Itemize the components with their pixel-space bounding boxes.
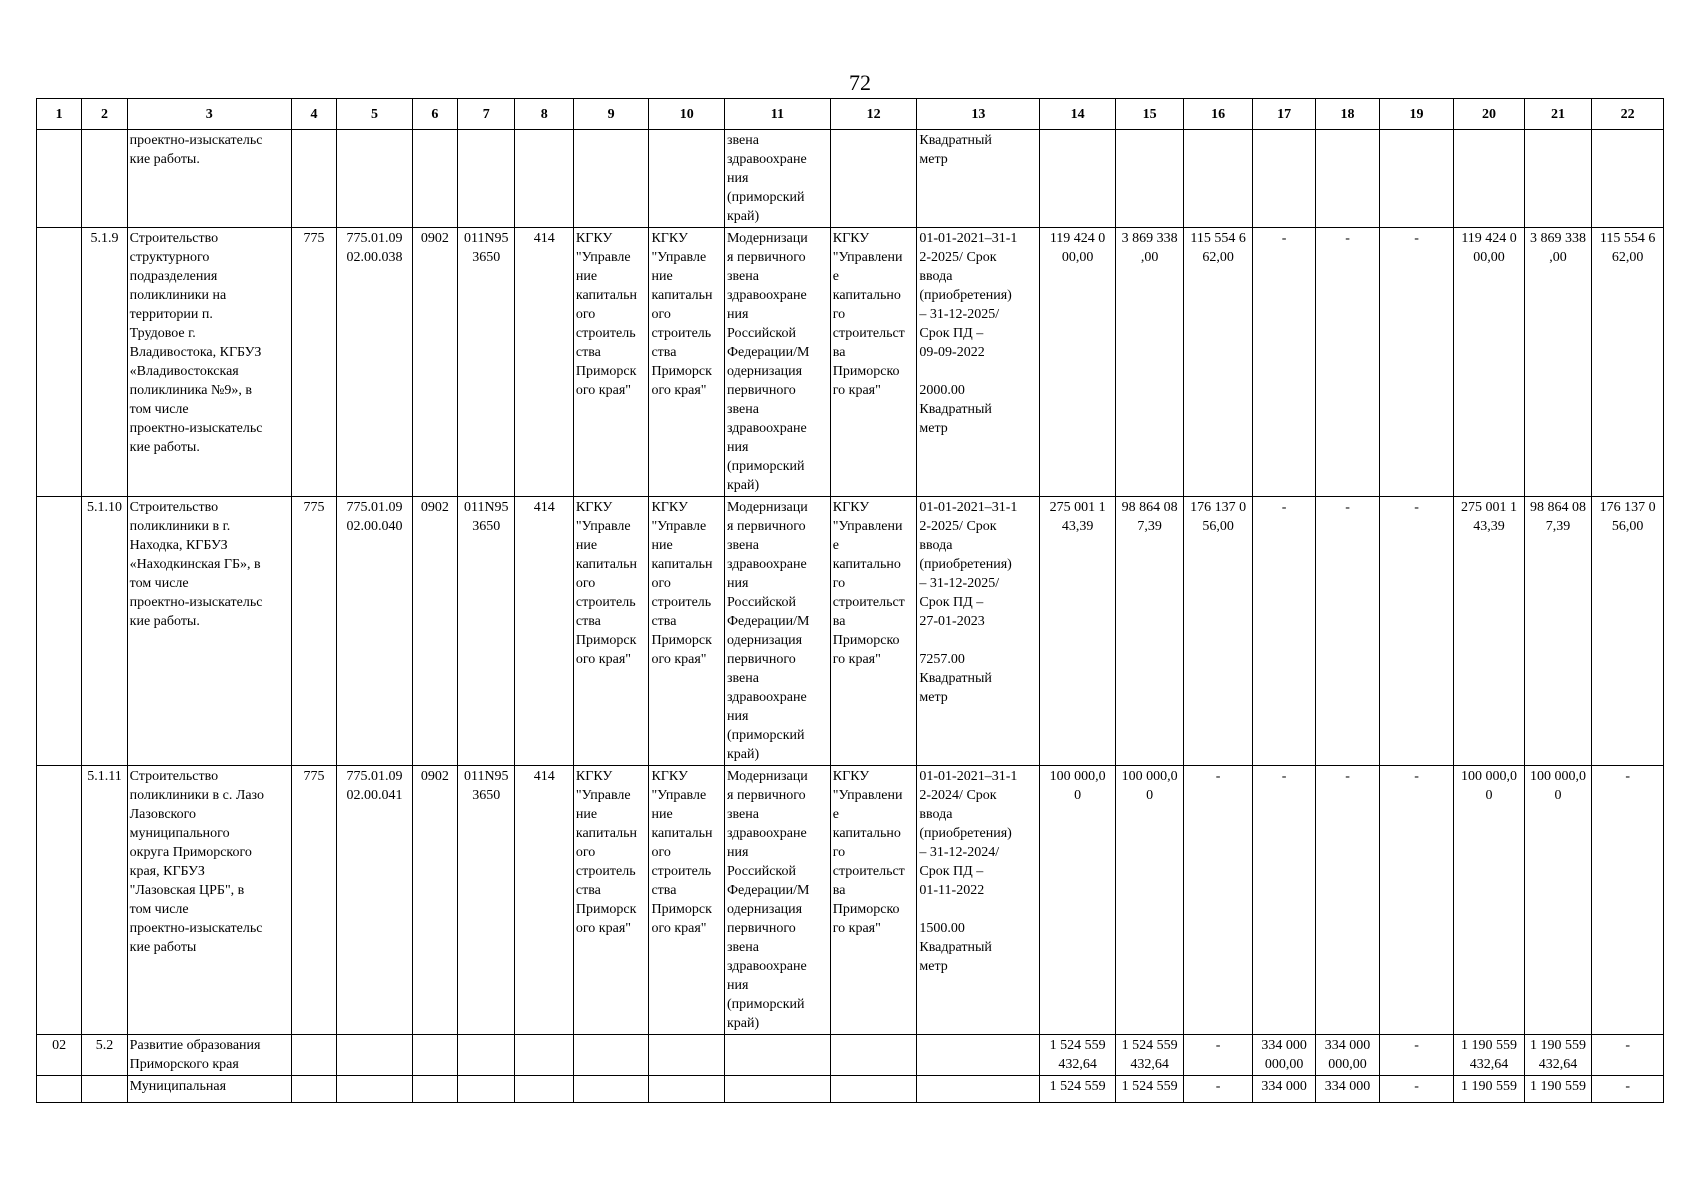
cell-c11: [725, 1035, 831, 1076]
cell-c3: Строительство поликлиники в с. Лазо Лазовского муниципального округа Приморского края, КГБУЗ "Лазовская ЦРБ", в том числе проектно-изыскательс кие работы: [127, 766, 291, 1035]
cell-c16: -: [1184, 1035, 1253, 1076]
cell-c1: [37, 130, 82, 228]
col-header-17: 17: [1252, 99, 1315, 130]
cell-c17: -: [1252, 766, 1315, 1035]
cell-c8: [515, 130, 573, 228]
cell-c20: 100 000,0 0: [1454, 766, 1525, 1035]
cell-c9: КГКУ "Управле ние капитальн ого строитель ства Приморск ого края": [573, 766, 649, 1035]
cell-c20: 1 190 559: [1454, 1076, 1525, 1103]
table-row: [37, 130, 1664, 228]
cell-c22: 115 554 6 62,00: [1592, 228, 1664, 497]
cell-c17: -: [1252, 497, 1315, 766]
cell-c5: [337, 130, 413, 228]
cell-c2: 5.2: [82, 1035, 127, 1076]
cell-c18: [1316, 130, 1379, 228]
cell-c18: -: [1316, 497, 1379, 766]
cell-c9: КГКУ "Управле ние капитальн ого строитель ства Приморск ого края": [573, 228, 649, 497]
cell-c3: Развитие образования Приморского края: [127, 1035, 291, 1076]
cell-c6: 0902: [412, 766, 457, 1035]
cell-c11: [725, 1076, 831, 1103]
cell-c9: КГКУ "Управле ние капитальн ого строитель ства Приморск ого края": [573, 497, 649, 766]
col-header-16: 16: [1184, 99, 1253, 130]
cell-c6: [412, 130, 457, 228]
col-header-21: 21: [1524, 99, 1591, 130]
cell-c10: [649, 1076, 725, 1103]
cell-c21: 1 190 559: [1524, 1076, 1591, 1103]
cell-c20: 275 001 1 43,39: [1454, 497, 1525, 766]
cell-c21: 98 864 08 7,39: [1524, 497, 1591, 766]
cell-c2: 5.1.11: [82, 766, 127, 1035]
cell-c6: 0902: [412, 497, 457, 766]
cell-c9: [573, 1076, 649, 1103]
cell-c5: 775.01.09 02.00.041: [337, 766, 413, 1035]
cell-c4: 775: [291, 228, 336, 497]
table-row: [37, 1035, 1664, 1076]
cell-c15: 1 524 559 432,64: [1115, 1035, 1184, 1076]
cell-c7: [458, 130, 515, 228]
cell-c2: [82, 130, 127, 228]
cell-c14: 275 001 1 43,39: [1040, 497, 1116, 766]
cell-c10: КГКУ "Управле ние капитальн ого строитель ства Приморск ого края": [649, 766, 725, 1035]
cell-c20: [1454, 130, 1525, 228]
cell-c8: [515, 1076, 573, 1103]
cell-c17: 334 000: [1252, 1076, 1315, 1103]
cell-c6: [412, 1035, 457, 1076]
cell-c8: [515, 1035, 573, 1076]
cell-c22: [1592, 130, 1664, 228]
cell-c21: 3 869 338 ,00: [1524, 228, 1591, 497]
cell-c3: Строительство структурного подразделения поликлиники на территории п. Трудовое г. Владивостока, КГБУЗ «Владивостокская поликлиника №9», в том числе проектно-изыскательс кие работы.: [127, 228, 291, 497]
cell-c11: Модернизаци я первичного звена здравоохране ния Российской Федерации/М одернизация первичного звена здравоохране ния (приморский край): [725, 228, 831, 497]
col-header-9: 9: [573, 99, 649, 130]
cell-c13: 01-01-2021–31-1 2-2025/ Срок ввода (приобретения) – 31-12-2025/ Срок ПД – 09-09-2022 2000.00 Квадратный метр: [917, 228, 1040, 497]
table-row: [37, 497, 1664, 766]
cell-c12: [830, 1035, 917, 1076]
cell-c3: Муниципальная: [127, 1076, 291, 1103]
cell-c11: Модернизаци я первичного звена здравоохране ния Российской Федерации/М одернизация первичного звена здравоохране ния (приморский край): [725, 497, 831, 766]
cell-c20: 1 190 559 432,64: [1454, 1035, 1525, 1076]
cell-c20: 119 424 0 00,00: [1454, 228, 1525, 497]
cell-c22: -: [1592, 1035, 1664, 1076]
cell-c15: 1 524 559: [1115, 1076, 1184, 1103]
cell-c10: [649, 130, 725, 228]
col-header-3: 3: [127, 99, 291, 130]
cell-c10: [649, 1035, 725, 1076]
cell-c19: -: [1379, 766, 1454, 1035]
col-header-2: 2: [82, 99, 127, 130]
cell-c12: КГКУ "Управлени е капитально го строительст ва Приморско го края": [830, 766, 917, 1035]
cell-c11: звена здравоохране ния (приморский край): [725, 130, 831, 228]
cell-c8: 414: [515, 766, 573, 1035]
col-header-14: 14: [1040, 99, 1116, 130]
col-header-18: 18: [1316, 99, 1379, 130]
cell-c13: [917, 1035, 1040, 1076]
col-header-6: 6: [412, 99, 457, 130]
cell-c3: Строительство поликлиники в г. Находка, КГБУЗ «Находкинская ГБ», в том числе проектно-изыскательс кие работы.: [127, 497, 291, 766]
cell-c17: [1252, 130, 1315, 228]
cell-c5: 775.01.09 02.00.040: [337, 497, 413, 766]
cell-c19: [1379, 130, 1454, 228]
cell-c1: [37, 497, 82, 766]
cell-c1: [37, 1076, 82, 1103]
table-row: [37, 1076, 1664, 1103]
cell-c1: [37, 228, 82, 497]
cell-c22: 176 137 0 56,00: [1592, 497, 1664, 766]
cell-c17: -: [1252, 228, 1315, 497]
cell-c6: 0902: [412, 228, 457, 497]
cell-c7: 011N95 3650: [458, 766, 515, 1035]
cell-c13: 01-01-2021–31-1 2-2025/ Срок ввода (приобретения) – 31-12-2025/ Срок ПД – 27-01-2023 7257.00 Квадратный метр: [917, 497, 1040, 766]
cell-c4: [291, 130, 336, 228]
cell-c22: -: [1592, 766, 1664, 1035]
cell-c18: 334 000: [1316, 1076, 1379, 1103]
cell-c16: -: [1184, 1076, 1253, 1103]
cell-c14: [1040, 130, 1116, 228]
col-header-19: 19: [1379, 99, 1454, 130]
col-header-5: 5: [337, 99, 413, 130]
cell-c15: [1115, 130, 1184, 228]
cell-c15: 3 869 338 ,00: [1115, 228, 1184, 497]
col-header-10: 10: [649, 99, 725, 130]
cell-c19: -: [1379, 497, 1454, 766]
cell-c1: 02: [37, 1035, 82, 1076]
col-header-7: 7: [458, 99, 515, 130]
cell-c14: 119 424 0 00,00: [1040, 228, 1116, 497]
cell-c18: 334 000 000,00: [1316, 1035, 1379, 1076]
cell-c2: 5.1.10: [82, 497, 127, 766]
cell-c9: [573, 130, 649, 228]
cell-c7: 011N95 3650: [458, 497, 515, 766]
cell-c10: КГКУ "Управле ние капитальн ого строитель ства Приморск ого края": [649, 497, 725, 766]
col-header-22: 22: [1592, 99, 1664, 130]
cell-c4: [291, 1076, 336, 1103]
cell-c4: [291, 1035, 336, 1076]
col-header-1: 1: [37, 99, 82, 130]
cell-c10: КГКУ "Управле ние капитальн ого строитель ства Приморск ого края": [649, 228, 725, 497]
cell-c5: [337, 1076, 413, 1103]
cell-c3: проектно-изыскательс кие работы.: [127, 130, 291, 228]
col-header-4: 4: [291, 99, 336, 130]
cell-c12: [830, 130, 917, 228]
cell-c21: [1524, 130, 1591, 228]
cell-c19: -: [1379, 1076, 1454, 1103]
col-header-13: 13: [917, 99, 1040, 130]
cell-c2: 5.1.9: [82, 228, 127, 497]
cell-c16: 176 137 0 56,00: [1184, 497, 1253, 766]
cell-c19: -: [1379, 228, 1454, 497]
cell-c11: Модернизаци я первичного звена здравоохране ния Российской Федерации/М одернизация первичного звена здравоохране ния (приморский край): [725, 766, 831, 1035]
cell-c6: [412, 1076, 457, 1103]
cell-c14: 1 524 559 432,64: [1040, 1035, 1116, 1076]
cell-c13: [917, 1076, 1040, 1103]
cell-c18: -: [1316, 228, 1379, 497]
cell-c5: [337, 1035, 413, 1076]
cell-c15: 98 864 08 7,39: [1115, 497, 1184, 766]
cell-c21: 100 000,0 0: [1524, 766, 1591, 1035]
cell-c13: Квадратный метр: [917, 130, 1040, 228]
cell-c13: 01-01-2021–31-1 2-2024/ Срок ввода (приобретения) – 31-12-2024/ Срок ПД – 01-11-2022 1500.00 Квадратный метр: [917, 766, 1040, 1035]
header-row: [37, 99, 1664, 130]
table-row: [37, 766, 1664, 1035]
budget-table: [36, 98, 1664, 1103]
cell-c7: [458, 1076, 515, 1103]
cell-c16: [1184, 130, 1253, 228]
cell-c7: 011N95 3650: [458, 228, 515, 497]
cell-c9: [573, 1035, 649, 1076]
cell-c17: 334 000 000,00: [1252, 1035, 1315, 1076]
cell-c8: 414: [515, 497, 573, 766]
cell-c19: -: [1379, 1035, 1454, 1076]
col-header-15: 15: [1115, 99, 1184, 130]
cell-c21: 1 190 559 432,64: [1524, 1035, 1591, 1076]
col-header-11: 11: [725, 99, 831, 130]
cell-c12: КГКУ "Управлени е капитально го строительст ва Приморско го края": [830, 228, 917, 497]
cell-c7: [458, 1035, 515, 1076]
cell-c14: 100 000,0 0: [1040, 766, 1116, 1035]
cell-c8: 414: [515, 228, 573, 497]
cell-c2: [82, 1076, 127, 1103]
cell-c22: -: [1592, 1076, 1664, 1103]
cell-c12: [830, 1076, 917, 1103]
cell-c16: -: [1184, 766, 1253, 1035]
cell-c12: КГКУ "Управлени е капитально го строительст ва Приморско го края": [830, 497, 917, 766]
cell-c4: 775: [291, 766, 336, 1035]
cell-c15: 100 000,0 0: [1115, 766, 1184, 1035]
cell-c16: 115 554 6 62,00: [1184, 228, 1253, 497]
cell-c1: [37, 766, 82, 1035]
col-header-8: 8: [515, 99, 573, 130]
cell-c5: 775.01.09 02.00.038: [337, 228, 413, 497]
page-number: 72: [849, 70, 871, 95]
col-header-12: 12: [830, 99, 917, 130]
col-header-20: 20: [1454, 99, 1525, 130]
table-row: [37, 228, 1664, 497]
cell-c18: -: [1316, 766, 1379, 1035]
cell-c4: 775: [291, 497, 336, 766]
cell-c14: 1 524 559: [1040, 1076, 1116, 1103]
